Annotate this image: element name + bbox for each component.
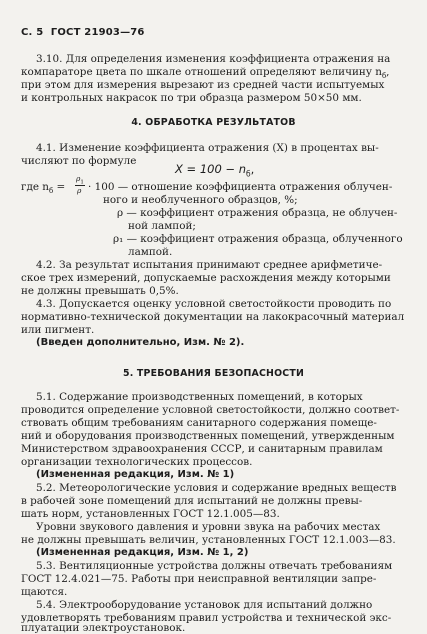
amendment-note-1-2: (Измененная редакция, Изм. № 1, 2) bbox=[36, 547, 249, 558]
fraction-numerator: $\rho_1$ bbox=[76, 174, 84, 186]
p5-1-line-4: ний и оборудования производственных помещений, утвержденным bbox=[21, 430, 395, 442]
p5-3-line-1: 5.3. Вентиляционные устройства должны отвечать требованиям bbox=[36, 560, 393, 572]
p3-10-line-1: 3.10. Для определения изменения коэффициента отражения на bbox=[36, 53, 391, 65]
def-nb-line-2: ного и необлученного образцов, %; bbox=[103, 194, 298, 206]
def-rho1-line-2: лампой. bbox=[128, 246, 173, 258]
p4-3-line-3: или пигмент. bbox=[21, 324, 95, 336]
p5-2-line-3: шать норм, установленных ГОСТ 12.1.005—83. bbox=[21, 508, 280, 520]
p5-4-line-1: 5.4. Электрооборудование установок для испытаний должно bbox=[36, 599, 373, 611]
p4-2-line-1: 4.2. За результат испытания принимают среднее арифметиче- bbox=[36, 259, 383, 271]
section-5-title: 5. ТРЕБОВАНИЯ БЕЗОПАСНОСТИ bbox=[122, 368, 304, 379]
fraction-denominator: ρ bbox=[77, 186, 82, 195]
p5-4-line-2: удовлетворять требованиям правил устройства и технической экс- bbox=[21, 612, 392, 624]
standard-code: ГОСТ 21903—76 bbox=[50, 27, 145, 38]
p5-1-line-2: проводится определение условной светостойкости, должно соответ- bbox=[21, 404, 400, 416]
p5-3-line-2: ГОСТ 12.4.021—75. Работы при неисправной вентиляции запре- bbox=[21, 573, 377, 585]
section-4-title: 4. ОБРАБОТКА РЕЗУЛЬТАТОВ bbox=[131, 117, 296, 128]
p5-2-line-2: в рабочей зоне помещений для испытаний не должны превы- bbox=[21, 495, 363, 507]
p4-3-line-1: 4.3. Допускается оценку условной светостойкости проводить по bbox=[36, 298, 392, 310]
p4-3-line-2: нормативно-технической документации на лакокрасочный материал bbox=[21, 311, 405, 323]
p4-1-line-2: числяют по формуле bbox=[21, 155, 137, 167]
formula: $X = 100 - n_б$, bbox=[175, 162, 255, 179]
p5-1-line-1: 5.1. Содержание производственных помещений, в которых bbox=[36, 391, 363, 403]
def-rho-line-2: ной лампой; bbox=[128, 220, 196, 232]
def-rho-line-1: ρ — коэффициент отражения образца, не облучен- bbox=[117, 207, 398, 219]
p5-1-line-5: Министерством здравоохранения СССР, и санитарным правилам bbox=[21, 443, 383, 455]
p5-2-line-1: 5.2. Метеорологические условия и содержание вредных веществ bbox=[36, 482, 397, 494]
p5-1-line-3: ствовать общим требованиям санитарного содержания помеще- bbox=[21, 417, 377, 429]
p5-2b-line-2: не должны превышать величин, установленных ГОСТ 12.1.003—83. bbox=[21, 534, 396, 546]
page-number: С. 5 bbox=[21, 27, 44, 38]
p5-1-line-6: организации технологических процессов. bbox=[21, 456, 253, 468]
p5-3-line-3: щаются. bbox=[21, 586, 68, 598]
amendment-note-2: (Введен дополнительно, Изм. № 2). bbox=[36, 337, 245, 348]
amendment-note-1: (Измененная редакция, Изм. № 1) bbox=[36, 469, 235, 480]
p3-10-line-2: компараторе цвета по шкале отношений определяют величину $n_б$, bbox=[21, 66, 390, 81]
page-header bbox=[21, 27, 145, 39]
where-label: где $n_б$ = bbox=[21, 181, 66, 196]
p3-10-line-3: при этом для измерения вырезают из средней части испытуемых bbox=[21, 79, 385, 91]
def-nb-line-1: · 100 — отношение коэффициента отражения облучен- bbox=[88, 181, 393, 193]
p4-2-line-2: ское трех измерений, допускаемые расхождения между которыми bbox=[21, 272, 391, 284]
p3-10-line-4: и контрольных накрасок по три образца размером 50×50 мм. bbox=[21, 92, 362, 104]
def-rho1-line-1: ρ₁ — коэффициент отражения образца, облученного bbox=[113, 233, 403, 245]
p4-2-line-3: не должны превышать 0,5%. bbox=[21, 285, 179, 297]
p5-4-line-3: плуатации электроустановок. bbox=[21, 622, 186, 634]
p4-1-line-1: 4.1. Изменение коэффициента отражения (X) в процентах вы- bbox=[36, 142, 379, 154]
p5-2b-line-1: Уровни звукового давления и уровни звука на рабочих местах bbox=[36, 521, 381, 533]
